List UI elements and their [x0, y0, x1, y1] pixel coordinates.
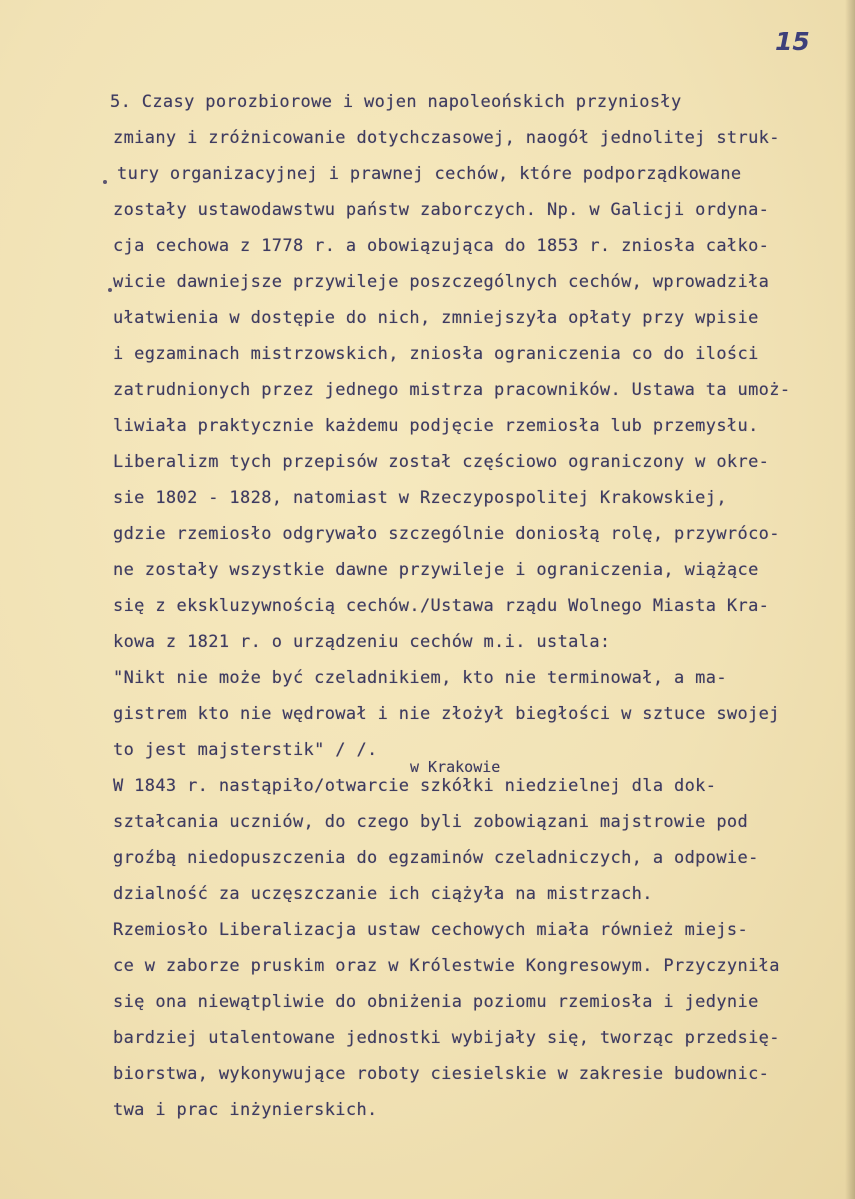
text-line: W 1843 r. nastąpiło/otwarcie szkółki niedzielnej dla dok- [113, 776, 717, 796]
text-line: cja cechowa z 1778 r. a obowiązująca do 1853 r. zniosła całko- [113, 236, 770, 256]
text-line: i egzaminach mistrzowskich, zniosła ograniczenia co do ilości [113, 344, 759, 364]
text-line: bardziej utalentowane jednostki wybijały się, tworząc przedsię- [113, 1028, 780, 1048]
text-line: ształcania uczniów, do czego byli zobowiązani majstrowie pod [113, 812, 749, 832]
text-line: wicie dawniejsze przywileje poszczególnych cechów, wprowadziła [113, 272, 770, 292]
text-line: Liberalizm tych przepisów został częściowo ograniczony w okre- [113, 452, 770, 472]
text-line: ce w zaborze pruskim oraz w Królestwie Kongresowym. Przyczyniła [113, 956, 780, 976]
page-number: 15 [775, 27, 810, 56]
text-line: się z ekskluzywnością cechów./Ustawa rządu Wolnego Miasta Kra- [113, 596, 770, 616]
quote-line: to jest majsterstik" / /. [113, 740, 378, 760]
quote-line: "Nikt nie może być czeladnikiem, kto nie terminował, a ma- [113, 668, 727, 688]
margin-dot [108, 288, 112, 292]
text-line: się ona niewątpliwie do obniżenia poziomu rzemiosła i jedynie [113, 992, 759, 1012]
text-line: zmiany i zróżnicowanie dotychczasowej, naogół jednolitej struk- [113, 128, 780, 148]
text-line: dzialność za uczęszczanie ich ciążyła na mistrzach. [113, 884, 653, 904]
text-line: ne zostały wszystkie dawne przywileje i ograniczenia, wiążące [113, 560, 759, 580]
margin-dot [103, 180, 107, 184]
text-line: twa i prac inżynierskich. [113, 1100, 378, 1120]
text-line: gdzie rzemiosło odgrywało szczególnie doniosłą rolę, przywróco- [113, 524, 780, 544]
text-line: groźbą niedopuszczenia do egzaminów czeladniczych, a odpowie- [113, 848, 759, 868]
text-line: tury organizacyjnej i prawnej cechów, które podporządkowane [117, 164, 742, 184]
quote-line: gistrem kto nie wędrował i nie złożył biegłości w sztuce swojej [113, 704, 780, 724]
handwritten-insertion: w Krakowie [410, 758, 501, 776]
text-line: zatrudnionych przez jednego mistrza pracowników. Ustawa ta umoż- [113, 380, 791, 400]
text-line: sie 1802 - 1828, natomiast w Rzeczypospolitej Krakowskiej, [113, 488, 727, 508]
text-line: zostały ustawodawstwu państw zaborczych. Np. w Galicji ordyna- [113, 200, 770, 220]
text-line: 5. Czasy porozbiorowe i wojen napoleońskich przyniosły [110, 92, 682, 112]
paper-edge [845, 0, 855, 1199]
text-line: kowa z 1821 r. o urządzeniu cechów m.i. ustala: [113, 632, 611, 652]
text-line: ułatwienia w dostępie do nich, zmniejszyła opłaty przy wpisie [113, 308, 759, 328]
text-line: Rzemiosło Liberalizacja ustaw cechowych miała również miejs- [113, 920, 749, 940]
text-line: liwiała praktycznie każdemu podjęcie rzemiosła lub przemysłu. [113, 416, 759, 436]
text-line: biorstwa, wykonywujące roboty ciesielskie w zakresie budownic- [113, 1064, 770, 1084]
